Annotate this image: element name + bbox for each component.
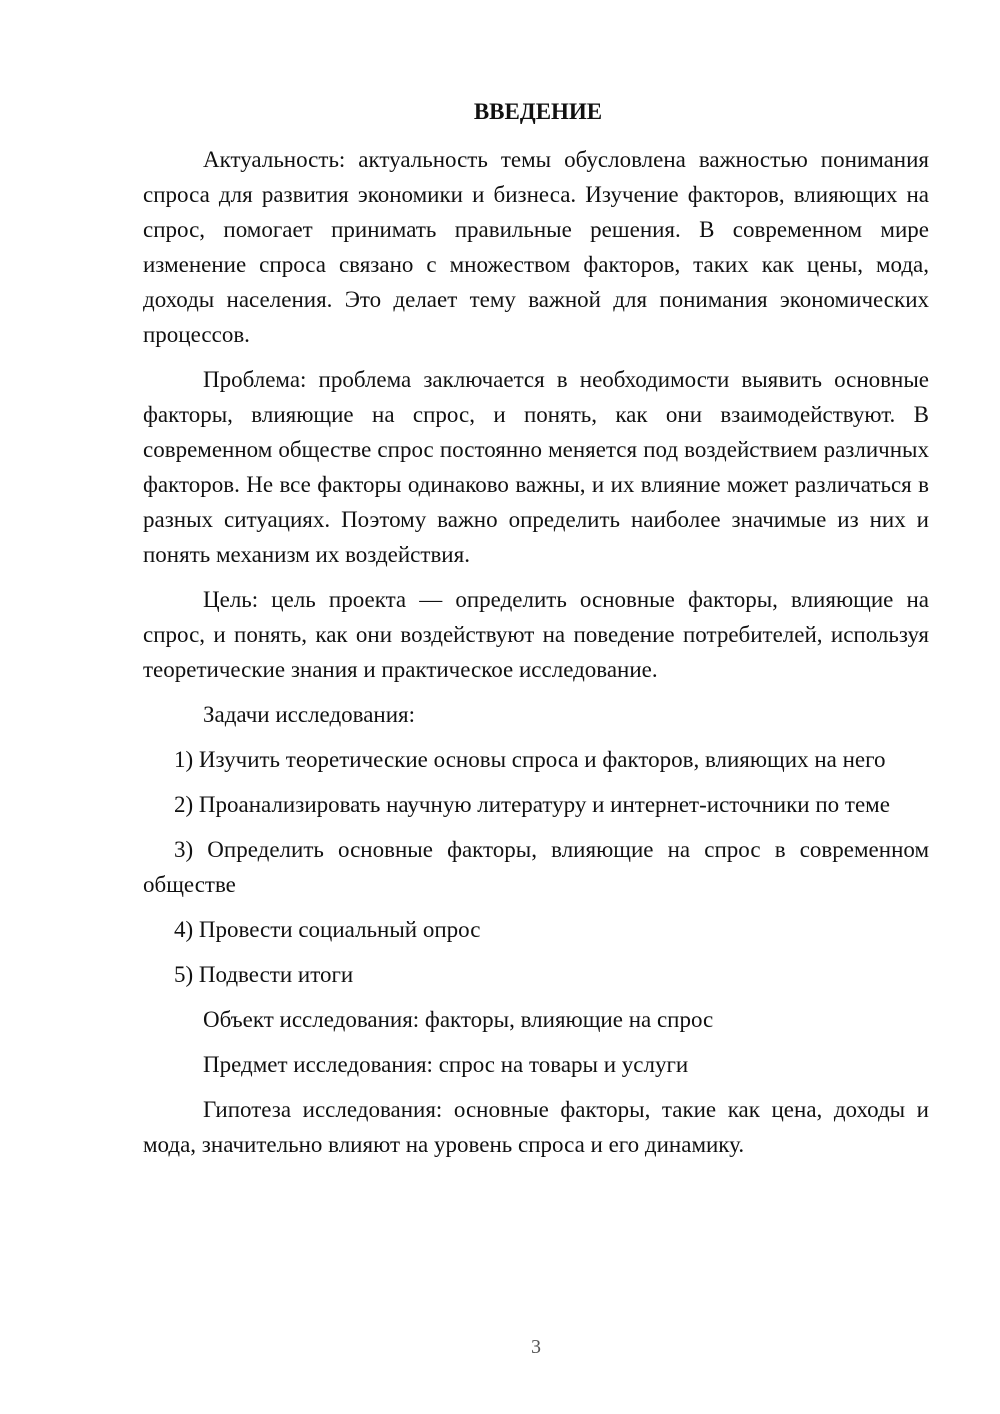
document-page	[143, 94, 929, 1162]
object-paragraph: Объект исследования: факторы, влияющие на спрос	[203, 1007, 714, 1032]
section-heading: ВВЕДЕНИЕ	[473, 99, 603, 124]
page-number: 3	[531, 1336, 541, 1358]
task-item-4: 4) Провести социальный опрос	[174, 917, 481, 942]
task-item-3: 3) Определить основные факторы, влияющие на спрос в современном обществе	[143, 837, 929, 897]
relevance-paragraph: Актуальность: актуальность темы обусловлена важностью понимания спроса для развития экономики и бизнеса. Изучение факторов, влияющих на спрос, помогает принимать правильные решения. В современном мире изменение спроса связано с множеством факторов, таких как цены, мода, доходы населения. Это делает тему важной для понимания экономических процессов.	[143, 147, 929, 347]
task-item-2: 2) Проанализировать научную литературу и интернет-источники по теме	[174, 792, 890, 817]
task-item-1: 1) Изучить теоретические основы спроса и факторов, влияющих на него	[174, 747, 886, 772]
tasks-heading: Задачи исследования:	[203, 702, 416, 727]
subject-paragraph: Предмет исследования: спрос на товары и услуги	[203, 1052, 689, 1077]
hypothesis-paragraph: Гипотеза исследования: основные факторы, такие как цена, доходы и мода, значительно влияют на уровень спроса и его динамику.	[143, 1097, 929, 1157]
task-item-5: 5) Подвести итоги	[174, 962, 354, 987]
problem-paragraph: Проблема: проблема заключается в необходимости выявить основные факторы, влияющие на спрос, и понять, как они взаимодействуют. В современном обществе спрос постоянно меняется под воздействием различных факторов. Не все факторы одинаково важны, и их влияние может различаться в разных ситуациях. Поэтому важно определить наиболее значимые из них и понять механизм их воздействия.	[143, 367, 929, 567]
goal-paragraph: Цель: цель проекта — определить основные факторы, влияющие на спрос, и понять, как они воздействуют на поведение потребителей, используя теоретические знания и практическое исследование.	[143, 587, 929, 682]
